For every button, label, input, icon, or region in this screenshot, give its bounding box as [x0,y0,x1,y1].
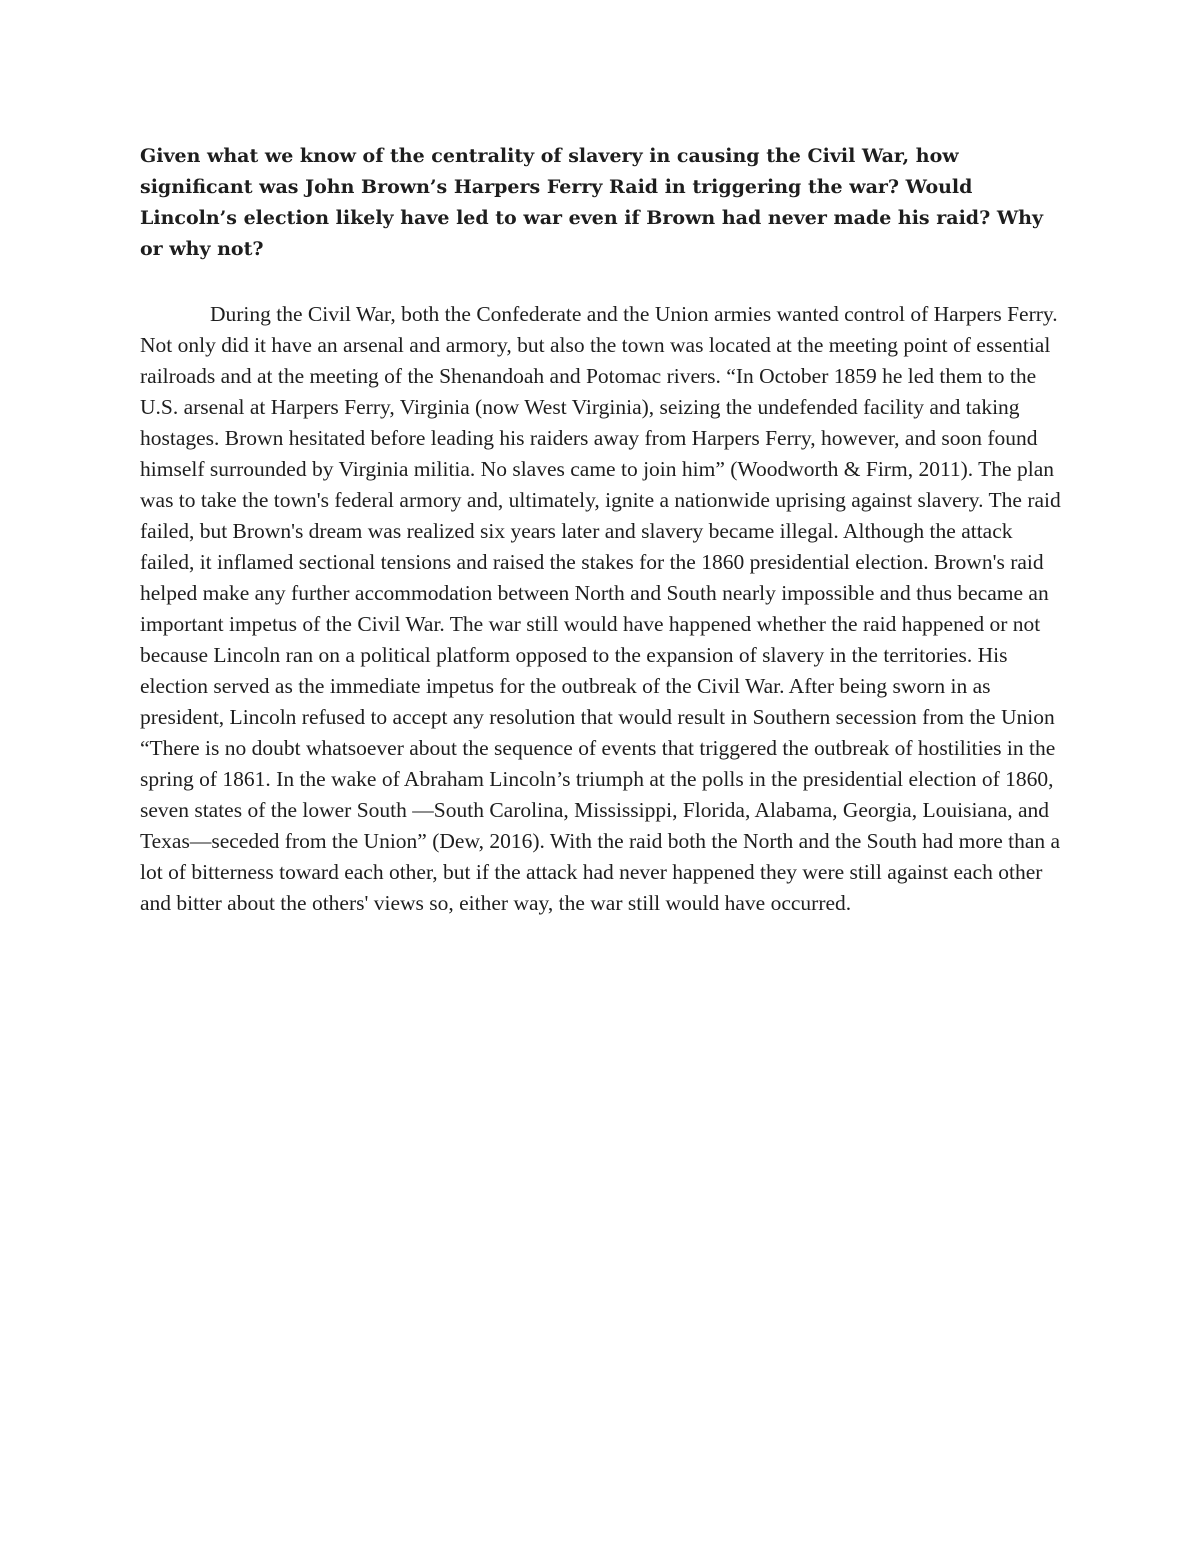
document-body [140,141,1065,919]
essay-answer-paragraph: During the Civil War, both the Confederate and the Union armies wanted control of Harpers Ferry. Not only did it have an arsenal and armory, but also the town was located at the meeting point of essential railroads and at the meeting of the Shenandoah and Potomac rivers. “In October 1859 he led them to the U.S. arsenal at Harpers Ferry, Virginia (now West Virginia), seizing the undefended facility and taking hostages. Brown hesitated before leading his raiders away from Harpers Ferry, however, and soon found himself surrounded by Virginia militia. No slaves came to join him” (Woodworth & Firm, 2011). The plan was to take the town's federal armory and, ultimately, ignite a nationwide uprising against slavery. The raid failed, but Brown's dream was realized six years later and slavery became illegal. Although the attack failed, it inflamed sectional tensions and raised the stakes for the 1860 presidential election. Brown's raid helped make any further accommodation between North and South nearly impossible and thus became an important impetus of the Civil War. The war still would have happened whether the raid happened or not because Lincoln ran on a political platform opposed to the expansion of slavery in the territories. His election served as the immediate impetus for the outbreak of the Civil War. After being sworn in as president, Lincoln refused to accept any resolution that would result in Southern secession from the Union “There is no doubt whatsoever about the sequence of events that triggered the outbreak of hostilities in the spring of 1861. In the wake of Abraham Lincoln’s triumph at the polls in the presidential election of 1860, seven states of the lower South —South Carolina, Mississippi, Florida, Alabama, Georgia, Louisiana, and Texas—seceded from the Union” (Dew, 2016). With the raid both the North and the South had more than a lot of bitterness toward each other, but if the attack had never happened they were still against each other and bitter about the others' views so, either way, the war still would have occurred. [140,302,1061,915]
essay-question: Given what we know of the centrality of slavery in causing the Civil War, how significant was John Brown’s Harpers Ferry Raid in triggering the war? Would Lincoln’s election likely have led to war even if Brown had never made his raid? Why or why not? [140,145,1044,260]
